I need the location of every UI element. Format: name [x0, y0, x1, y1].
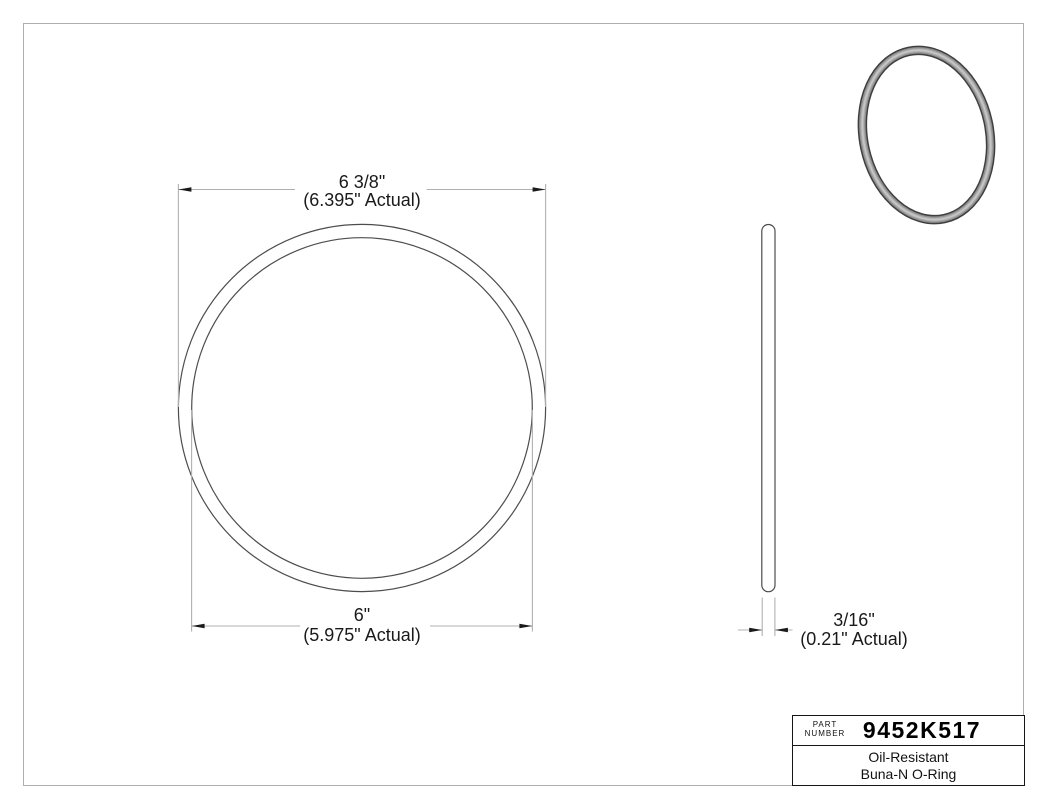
cs-dimension-nominal: 3/16" [833, 610, 875, 630]
product-description-line1: Oil-Resistant [868, 749, 949, 765]
title-block [792, 715, 1025, 786]
side-view-profile [762, 225, 775, 592]
cs-dimension-actual: (0.21" Actual) [800, 628, 908, 649]
id-dimension-actual: (5.975" Actual) [303, 624, 421, 645]
oring-3d-render [847, 38, 1006, 231]
front-view-inner-circle [192, 238, 533, 579]
part-number-value: 9452K517 [862, 717, 982, 743]
front-view-outer-circle [178, 224, 545, 591]
title-block-part-row [793, 716, 1024, 746]
part-number-label-line2: NUMBER [804, 728, 846, 738]
product-description-line2: Buna-N O-Ring [860, 765, 957, 782]
od-dimension-nominal: 6 3/8" [338, 171, 386, 192]
id-dimension-nominal: 6" [353, 604, 371, 625]
id-dimension-lines [192, 410, 533, 632]
part-number-label-line1: PART [812, 720, 838, 729]
product-description [793, 746, 1024, 782]
part-number-label [798, 721, 852, 738]
od-dimension-actual: (6.395" Actual) [303, 190, 421, 210]
front-view-drawing [178, 224, 545, 591]
